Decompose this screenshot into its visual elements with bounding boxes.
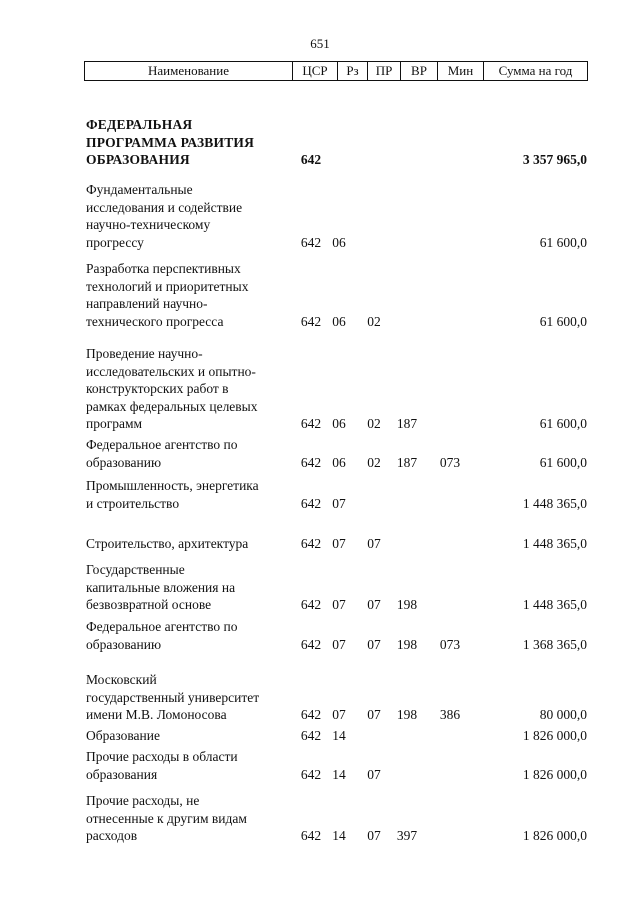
row-sum: 3 357 965,0 [522,152,587,167]
row-name: Федеральное агентство по образованию [86,437,238,470]
row-rz: 14 [332,828,346,843]
row-csr: 642 [300,313,322,329]
row-rz: 07 [332,597,346,612]
header-sum: Сумма на год [483,62,587,80]
page-number: 651 [310,36,330,51]
row-csr: 642 [300,495,322,511]
row-csr: 642 [300,152,322,167]
row-name: Образование [86,728,160,743]
header-vr: ВР [400,62,437,80]
row-csr: 642 [300,766,322,782]
row-sum: 1 448 365,0 [522,536,587,551]
row-csr: 642 [300,597,322,612]
row-vr: 198 [396,597,418,612]
row-vr: 187 [396,416,418,431]
row-rz: 07 [332,495,346,511]
row-sum: 80 000,0 [539,707,587,722]
row-rz: 14 [332,728,346,743]
row-pr: 07 [367,597,381,612]
header-min: Мин [437,62,483,80]
row-sum: 1 368 365,0 [522,636,587,652]
row-name: Проведение научно- исследовательских и опытно- конструкторских работ в рамках федеральных целевых программ [86,346,258,431]
row-name: Федеральное агентство по образованию [86,619,238,652]
row-vr: 397 [396,828,418,843]
row-min: 073 [439,636,461,652]
row-rz: 06 [332,234,346,250]
row-name: ФЕДЕРАЛЬНАЯ ПРОГРАММА РАЗВИТИЯ ОБРАЗОВАНИЯ [86,117,255,167]
row-name: Московский государственный университет имени М.В. Ломоносова [86,672,260,722]
row-name: Прочие расходы в области образования [86,749,238,782]
row-sum: 61 600,0 [539,234,587,250]
row-csr: 642 [300,728,322,743]
header-rz: Рз [337,62,367,80]
row-sum: 1 448 365,0 [522,597,587,612]
row-vr: 198 [396,636,418,652]
row-name: Фундаментальные исследования и содействие научно-техническому прогрессу [86,182,243,250]
row-sum: 1 826 000,0 [522,828,587,843]
row-min: 073 [439,454,461,470]
row-csr: 642 [300,707,322,722]
row-pr: 02 [367,416,381,431]
row-min: 386 [439,707,461,722]
row-sum: 1 448 365,0 [522,495,587,511]
row-csr: 642 [300,454,322,470]
row-sum: 61 600,0 [539,416,587,431]
row-sum: 1 826 000,0 [522,728,587,743]
row-name: Разработка перспективных технологий и приоритетных направлений научно- технического прогресса [86,261,249,329]
row-pr: 07 [367,828,381,843]
table-header [84,61,588,81]
row-rz: 06 [332,416,346,431]
row-name: Прочие расходы, не отнесенные к другим видам расходов [86,793,247,843]
row-sum: 1 826 000,0 [522,766,587,782]
row-rz: 07 [332,536,346,551]
row-pr: 07 [367,707,381,722]
row-csr: 642 [300,536,322,551]
row-vr: 198 [396,707,418,722]
row-csr: 642 [300,828,322,843]
row-name: Строительство, архитектура [86,536,249,551]
row-pr: 07 [367,766,381,782]
row-rz: 06 [332,313,346,329]
row-pr: 07 [367,536,381,551]
row-name: Государственные капитальные вложения на безвозвратной основе [86,562,236,612]
row-vr: 187 [396,454,418,470]
row-rz: 06 [332,454,346,470]
row-pr: 02 [367,454,381,470]
row-pr: 07 [367,636,381,652]
row-csr: 642 [300,416,322,431]
header-csr: ЦСР [292,62,337,80]
row-rz: 07 [332,636,346,652]
row-rz: 14 [332,766,346,782]
row-rz: 07 [332,707,346,722]
row-name: Промышленность, энергетика и строительство [86,478,259,511]
header-name: Наименование [148,63,229,78]
row-csr: 642 [300,636,322,652]
header-pr: ПР [367,62,400,80]
row-csr: 642 [300,234,322,250]
row-pr: 02 [367,313,381,329]
row-sum: 61 600,0 [539,313,587,329]
row-sum: 61 600,0 [539,454,587,470]
